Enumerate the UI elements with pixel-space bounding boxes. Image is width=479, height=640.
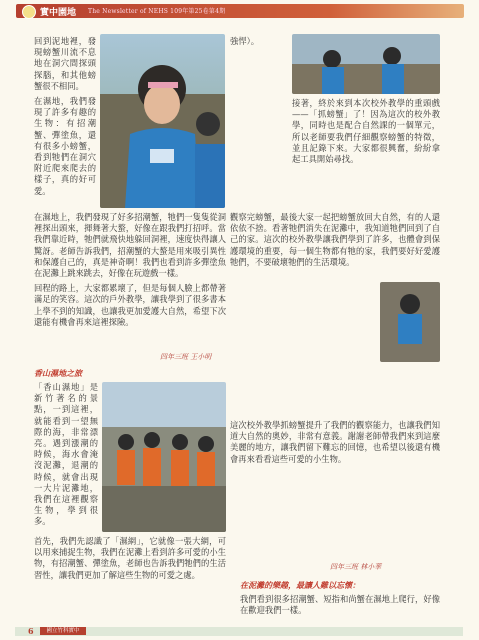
photo-children-mudflat-graphic — [100, 34, 225, 208]
article1-para-2: 在濕地，我們發現了許多有趣的生物：有招潮蟹、彈塗魚，還有很多小螃蟹，看到牠們在洞穴附近爬來爬去的樣子，真的好可愛。 — [34, 96, 96, 196]
photo-crab-catching-graphic — [380, 282, 440, 362]
page-number: 6 — [28, 626, 34, 636]
article2-para-2: 首先，我們先認識了「濕網」，它就像一張大網，可以用來捕捉生物，我們在泥灘上看到許多可愛的小生物，有招潮蟹、彈塗魚，老師也告訴我們牠們的生活習性，讓我們更加了解這些生物的可愛之處。 — [34, 536, 226, 580]
article3-right-column-2 — [292, 98, 440, 165]
article3-signature: 四年三班 林小華 — [330, 563, 382, 571]
article1-para-4: 回程的路上，大家都累壞了，但是每個人臉上都帶著滿足的笑容。這次的戶外教學，讓我學到了很多書本上學不到的知識，也讓我更加愛護大自然，希望下次還能有機會再來這裡探險。 — [34, 283, 226, 327]
photo-students-right-graphic — [292, 34, 440, 94]
footer-tag: 國立竹科實中 — [40, 627, 86, 635]
page-header — [0, 0, 479, 22]
photo-children-mudflat — [100, 34, 225, 208]
article1-left-column — [34, 36, 96, 197]
newsletter-title: 實中園地 — [40, 8, 77, 18]
article3-right-column — [230, 36, 292, 47]
article3-para-3: 這次校外教學抓螃蟹提升了我們的觀察能力，也讓我們知道大自然的奧妙，非常有意義。謝謝老師帶我們來到這麼美麗的地方，讓我們留下難忘的回憶，也希望以後還有機會再來看看這些可愛的小生物。 — [230, 420, 440, 464]
header-band — [16, 4, 464, 18]
school-logo-icon — [22, 5, 36, 19]
newsletter-subtitle: The Newsletter of NEHS 109年第25卷第4期 — [88, 8, 226, 15]
article1-wide-text — [34, 212, 226, 328]
photo-crab-catching — [380, 282, 440, 362]
article3-heading2: 在泥灘的樂趣，最讓人難以忘懷： — [240, 580, 360, 590]
article3-para-last: 我們看到很多招潮蟹、短指和尚蟹在濕地上爬行，好像在歡迎我們一樣。 — [240, 594, 440, 616]
article2-heading: 香山濕地之旅 — [34, 368, 82, 378]
article3-para-2: 觀察完螃蟹，最後大家一起把螃蟹放回大自然，有的人還依依不捨。看著牠們消失在泥灘中，我知道牠們回到了自己的家。這次的校外教學讓我們學到了許多，也體會到保護環境的重要，每一個生物都有牠的家，我們要好好愛護牠們，不要破壞牠們的生活環境。 — [230, 212, 440, 267]
photo-group-on-beach-graphic — [102, 382, 226, 532]
article3-wide-right — [230, 212, 440, 268]
article3-para-main: 接著，終於來到本次校外教學的重頭戲——「抓螃蟹」了！因為這次的校外教學，同時也是配合自然課的一個單元，所以老師要我們仔細觀察螃蟹的特徵，並且記錄下來。大家都很興奮，紛紛拿起工具開始尋找。 — [292, 98, 440, 165]
article3-wide-right-2 — [230, 420, 440, 465]
article1-para-1: 回到泥地裡，發現螃蟹川流不息地在洞穴間探頭探腦，和其他螃蟹很不相同。 — [34, 36, 96, 91]
article2-wide-text — [34, 536, 226, 581]
article2-left-column — [34, 382, 98, 528]
article1-signature: 四年三班 王小明 — [160, 353, 212, 361]
article3-para-top: 強悍）。 — [230, 36, 260, 46]
photo-students-right — [292, 34, 440, 94]
article2-para-1: 「香山濕地」是新竹著名的景點，一到這裡，就能看到一望無際的海，非常漂亮。遇到漲潮的時候，海水會淹沒泥灘，退潮的時候，就會出現一大片泥灘地，我們在這裡觀察生物，學到很多。 — [34, 382, 98, 527]
article3-last-text — [240, 594, 440, 616]
photo-group-on-beach — [102, 382, 226, 532]
article1-para-3: 在濕地上，我們發現了好多招潮蟹，牠們一隻隻從洞裡探出頭來，揮舞著大螯，好像在跟我們打招呼。當我們靠近時，牠們就飛快地躲回洞裡，速度快得讓人驚訝。老師告訴我們，招潮蟹的大螯是用來吸引異性和保護自己的，真是神奇啊！我們也看到許多彈塗魚在泥灘上跳來跳去，好像在玩遊戲一樣。 — [34, 212, 226, 279]
